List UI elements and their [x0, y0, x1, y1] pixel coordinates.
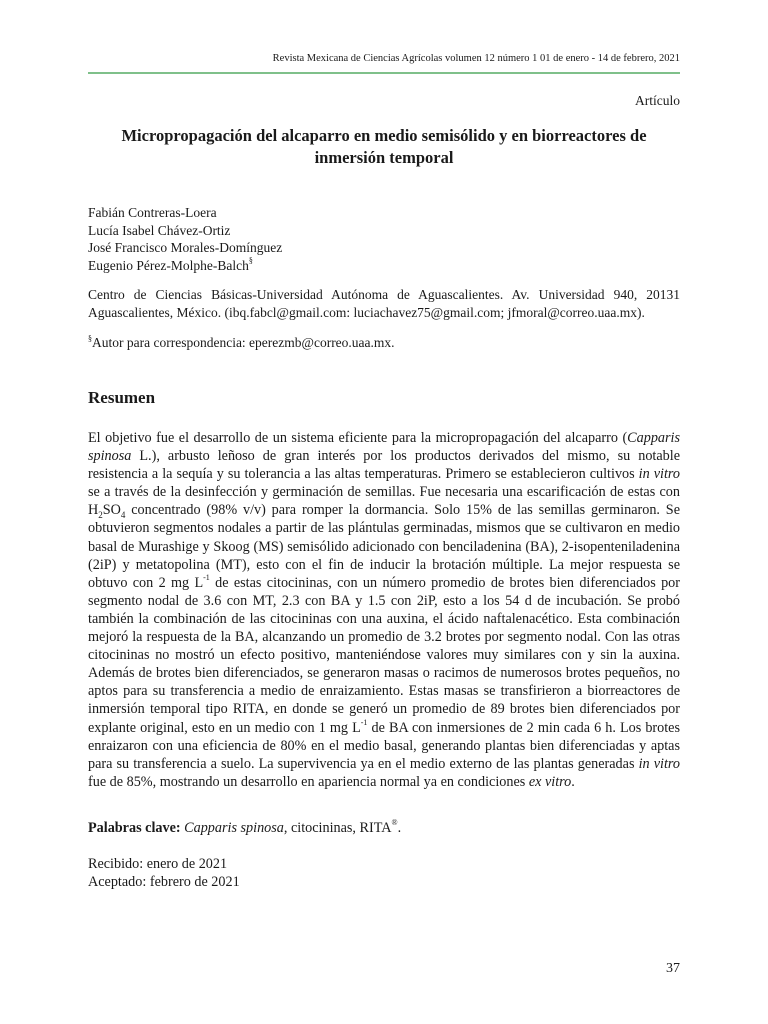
correspondence-note — [88, 334, 680, 352]
abstract-text: SO — [102, 502, 121, 519]
correspondence-mark: § — [88, 333, 92, 343]
unit-superscript: -1 — [360, 717, 368, 727]
article-type-label: Artículo — [635, 93, 680, 108]
page-number: 37 — [666, 961, 680, 976]
keyword-species: Capparis spinosa — [184, 820, 284, 836]
author-name: Lucía Isabel Chávez-Ortiz — [88, 222, 231, 238]
species-name: Capparis spinosa — [88, 430, 680, 465]
accepted-date: Aceptado: febrero de 2021 — [88, 874, 240, 890]
registered-mark: ® — [391, 818, 398, 828]
corresponding-author-mark: § — [248, 256, 253, 265]
header-divider — [88, 72, 680, 74]
abstract-text: fue de 85%, mostrando un desarrollo en apariencia normal ya en condiciones — [88, 773, 529, 790]
abstract-text: de estas citocininas, con un número promedio de brotes bien diferenciados por segmento nodal de 3.6 con MT, 2.3 con BA y 1.5 con 2iP, esto a los 54 d de incubación. Se probó también la combinación de las citocininas con una auxina, el ácido naftalenacético. Esta combinación mejoró la respuesta de la BA, alcanzando un promedio de 3.2 brotes por segmento nodal. Con las otras citocininas no mostró un efecto positivo, manteniéndose valores muy similares con y sin la auxina. Además de brotes bien diferenciados, se generaron masas o racimos de numerosos brotes pequeños, no aptos para su transferencia a medio de enraizamiento. Estas masas se transfirieron a biorreactores de inmersión temporal tipo RITA, en donde se generó un promedio de 89 brotes bien diferenciados por explante original, esto en un medio con 1 mg L — [88, 574, 680, 736]
section-heading-resumen: Resumen — [88, 388, 156, 407]
chemical-subscript: 4 — [120, 510, 126, 521]
publication-dates — [88, 855, 240, 891]
unit-superscript: -1 — [203, 573, 210, 583]
in-vitro-term: in vitro — [638, 466, 680, 483]
author-name-text: Eugenio Pérez-Molphe-Balch — [88, 257, 249, 273]
abstract-text: se a través de la desinfección y germinación de semillas. Fue necesaria una escarificación de estas con H — [88, 484, 680, 519]
keywords-label: Palabras clave: — [88, 820, 181, 836]
abstract-paragraph — [88, 429, 680, 791]
affiliation: Centro de Ciencias Básicas-Universidad Autónoma de Aguascalientes. Av. Universidad 940, 20131 Aguascalientes, México. (ibq.fabcl@gmail.com: luciachavez75@gmail.com; jfmoral@correo.uaa.mx). — [88, 287, 680, 320]
abstract-text: L.), arbusto leñoso de gran interés por los productos derivados del mismo, su notable resistencia a la sequía y su tolerancia a las altas temperaturas. Primero se establecieron cultivos — [88, 448, 680, 483]
abstract-text: . — [571, 773, 575, 790]
received-date: Recibido: enero de 2021 — [88, 856, 228, 872]
chemical-subscript: 2 — [98, 510, 103, 521]
author-list — [88, 204, 282, 274]
keywords-text: , citocininas, RITA — [283, 820, 392, 836]
journal-header: Revista Mexicana de Ciencias Agrícolas volumen 12 número 1 01 de enero - 14 de febrero, 2021 — [272, 53, 680, 64]
in-vitro-term: in vitro — [638, 755, 680, 772]
article-title: Micropropagación del alcaparro en medio semisólido y en biorreactores de inmersión temporal — [121, 126, 647, 167]
author-name: Fabián Contreras-Loera — [88, 205, 217, 220]
abstract-text: de BA con inmersiones de 2 min cada 6 h. Los brotes enraizaron con una eficiencia de 80% en el medio basal, generando plantas bien diferenciadas y aptas para su transferencia a suelo. La supervivencia ya en el medio externo de las plantas generadas — [88, 719, 681, 772]
abstract-text: El objetivo fue el desarrollo de un sistema eficiente para la micropropagación del alcaparro ( — [88, 430, 628, 446]
author-name: José Francisco Morales-Domínguez — [88, 240, 283, 255]
abstract-text: concentrado (98% v/v) para romper la dormancia. Solo 15% de las semillas germinaron. Se obtuvieron segmentos nodales a partir de las plántulas germinadas, mismos que se cultivaron en medio basal de Murashige y Skoog (MS) semisólido adicionado con benciladenina (BA), 2-isopenteniladenina (2iP) y metatopolina (MT), esto con el fin de inducir la brotación múltiple. La mejor respuesta se obtuvo con 2 mg L — [88, 502, 680, 591]
keywords-end: . — [397, 820, 402, 836]
author-name — [88, 257, 282, 275]
abstract-body — [88, 429, 680, 791]
ex-vitro-term: ex vitro — [528, 773, 572, 790]
correspondence-text: Autor para correspondencia: eperezmb@correo.uaa.mx. — [92, 335, 395, 350]
keywords-line — [88, 819, 680, 837]
